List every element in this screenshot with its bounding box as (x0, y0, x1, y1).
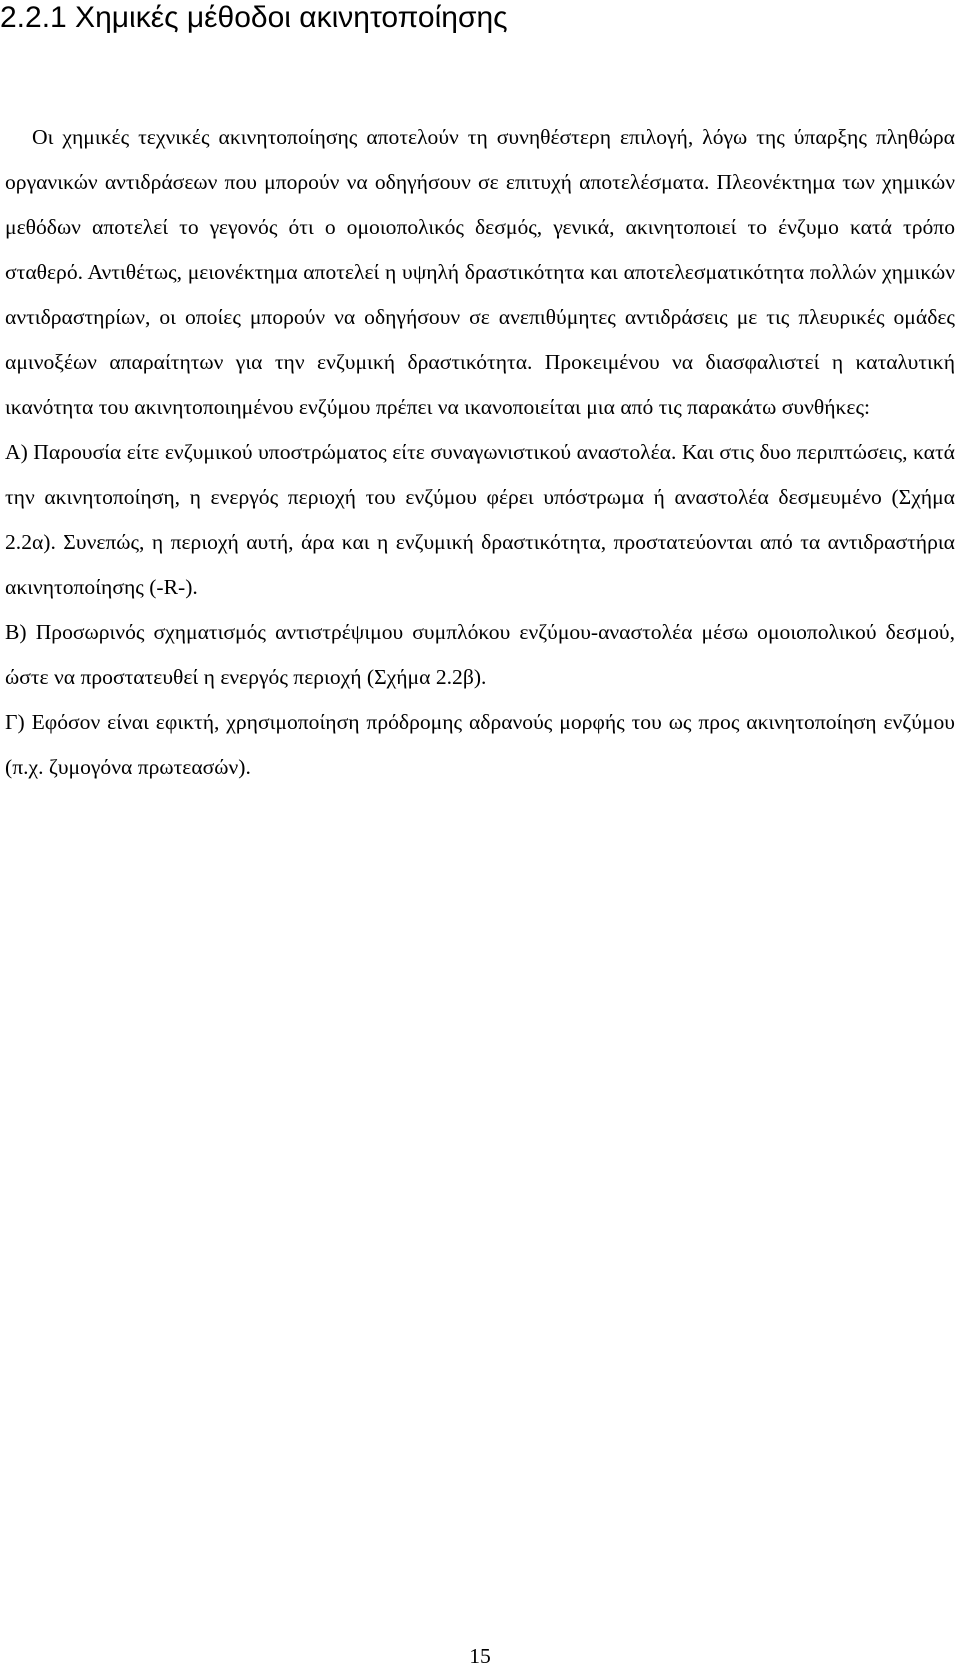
section-heading: 2.2.1 Χημικές μέθοδοι ακινητοποίησης (0, 1, 508, 34)
page-number: 15 (469, 1644, 491, 1668)
paragraph-condition-b: Β) Προσωρινός σχηματισμός αντιστρέψιμου συμπλόκου ενζύμου-αναστολέα μέσω ομοιοπολικού δεσμού, ώστε να προστατευθεί η ενεργός περιοχή (Σχήμα 2.2β). (5, 620, 955, 689)
paragraph-condition-c: Γ) Εφόσον είναι εφικτή, χρησιμοποίηση πρόδρομης αδρανούς μορφής του ως προς ακινητοποίηση ενζύμου (π.χ. ζυμογόνα πρωτεασών). (5, 710, 955, 779)
body-text (5, 115, 955, 790)
paragraph-intro: Οι χημικές τεχνικές ακινητοποίησης αποτελούν τη συνηθέστερη επιλογή, λόγω της ύπαρξης πληθώρα οργανικών αντιδράσεων που μπορούν να οδηγήσουν σε επιτυχή αποτελέσματα. Πλεονέκτημα των χημικών μεθόδων αποτελεί το γεγονός ότι ο ομοιοπολικός δεσμός, γενικά, ακινητοποιεί το ένζυμο κατά τρόπο σταθερό. Αντιθέτως, μειονέκτημα αποτελεί η υψηλή δραστικότητα και αποτελεσματικότητα πολλών χημικών αντιδραστηρίων, οι οποίες μπορούν να οδηγήσουν σε ανεπιθύμητες αντιδράσεις με τις πλευρικές ομάδες αμινοξέων απαραίτητων για την ενζυμική δραστικότητα. Προκειμένου να διασφαλιστεί η καταλυτική ικανότητα του ακινητοποιημένου ενζύμου πρέπει να ικανοποιείται μια από τις παρακάτω συνθήκες: (5, 125, 955, 419)
paragraph-condition-a: Α) Παρουσία είτε ενζυμικού υποστρώματος είτε συναγωνιστικού αναστολέα. Και στις δυο περιπτώσεις, κατά την ακινητοποίηση, η ενεργός περιοχή του ενζύμου φέρει υπόστρωμα ή αναστολέα δεσμευμένο (Σχήμα 2.2α). Συνεπώς, η περιοχή αυτή, άρα και η ενζυμική δραστικότητα, προστατεύονται από τα αντιδραστήρια ακινητοποίησης (-R-). (5, 440, 955, 599)
